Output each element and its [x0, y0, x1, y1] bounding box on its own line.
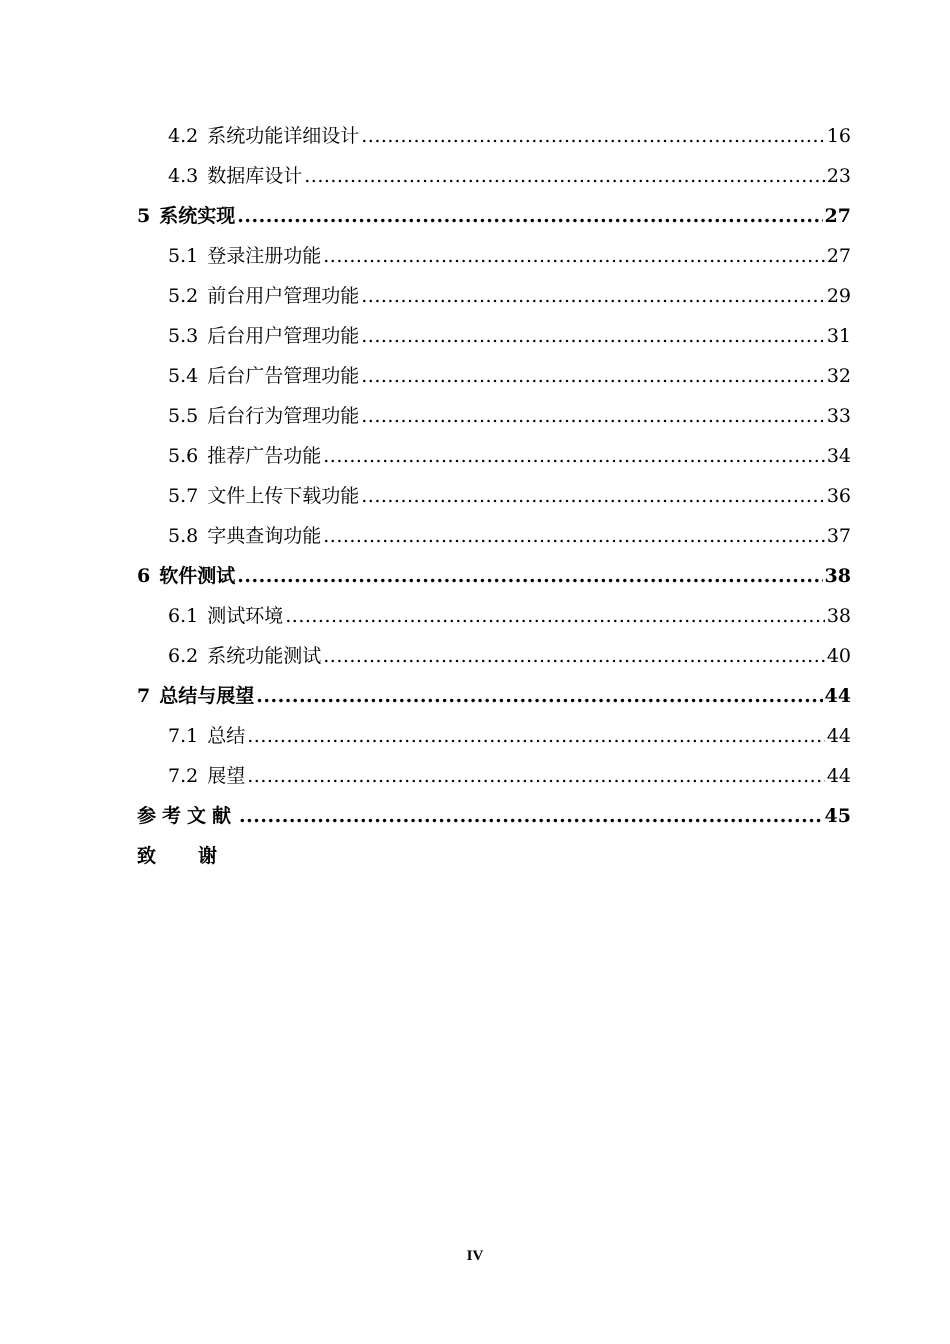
toc-entry-page: 31 — [826, 325, 851, 347]
toc-entry-number: 7.2 — [168, 765, 199, 787]
toc-entry[interactable] — [137, 596, 851, 636]
toc-entry[interactable] — [137, 516, 851, 556]
toc-entry-title: 数据库设计 — [207, 165, 303, 187]
toc-dot-leader — [247, 716, 825, 756]
toc-dot-leader — [323, 436, 825, 476]
toc-entry-page: 32 — [826, 365, 851, 387]
toc-dot-leader — [285, 596, 825, 636]
toc-entry-number: 5.2 — [168, 285, 199, 307]
toc-entry[interactable] — [137, 116, 851, 156]
toc-entry-title: 前台用户管理功能 — [207, 285, 360, 307]
toc-entry-number: 5.5 — [168, 405, 199, 427]
toc-chapter[interactable] — [137, 556, 851, 596]
toc-entry-page: 27 — [826, 245, 851, 267]
toc-entry-title: 推荐广告功能 — [207, 445, 322, 467]
toc-entry-number: 5 — [137, 205, 151, 227]
toc-chapter[interactable] — [137, 676, 851, 716]
toc-entry-number: 7 — [137, 685, 151, 707]
toc-entry-title: 登录注册功能 — [207, 245, 322, 267]
toc-entry[interactable] — [137, 636, 851, 676]
toc-dot-leader — [361, 116, 825, 156]
toc-entry[interactable] — [137, 436, 851, 476]
toc-references[interactable] — [137, 796, 851, 836]
toc-entry-number: 6.1 — [168, 605, 199, 627]
toc-entry-page: 40 — [826, 645, 851, 667]
toc-entry-number: 5.6 — [168, 445, 199, 467]
toc-entry-title: 展望 — [207, 765, 246, 787]
toc-chapter[interactable] — [137, 196, 851, 236]
toc-entry-number: 6 — [137, 565, 151, 587]
toc-acknowledgement[interactable] — [137, 836, 851, 876]
toc-dot-leader — [237, 556, 822, 596]
toc-entry-title: 系统功能测试 — [207, 645, 322, 667]
toc-entry-page: 38 — [826, 605, 851, 627]
toc-dot-leader — [323, 636, 825, 676]
toc-entry-page: 44 — [826, 765, 851, 787]
toc-entry-page: 27 — [824, 205, 851, 227]
toc-dot-leader — [304, 156, 825, 196]
toc-entry-title: 系统功能详细设计 — [207, 125, 360, 147]
toc-entry-page: 45 — [824, 805, 851, 827]
toc-entry-title: 参考文献 — [137, 805, 238, 827]
toc-entry-title: 测试环境 — [207, 605, 284, 627]
toc-entry-page: 37 — [826, 525, 851, 547]
toc-entry[interactable] — [137, 316, 851, 356]
toc-entry-page: 34 — [826, 445, 851, 467]
toc-entry[interactable] — [137, 156, 851, 196]
toc-entry-page: 38 — [824, 565, 851, 587]
toc-dot-leader — [361, 276, 825, 316]
toc-entry[interactable] — [137, 356, 851, 396]
toc-entry[interactable] — [137, 756, 851, 796]
toc-entry-page: 23 — [826, 165, 851, 187]
toc-dot-leader — [247, 756, 825, 796]
toc-entry-page: 36 — [826, 485, 851, 507]
toc-entry[interactable] — [137, 396, 851, 436]
toc-entry-page: 16 — [826, 125, 851, 147]
toc-dot-leader — [237, 196, 822, 236]
toc-entry-number: 5.3 — [168, 325, 199, 347]
toc-entry-number: 4.2 — [168, 125, 199, 147]
toc-entry-title: 软件测试 — [159, 565, 236, 587]
toc-dot-leader — [361, 476, 825, 516]
toc-entry-title: 系统实现 — [159, 205, 236, 227]
toc-entry-number: 5.7 — [168, 485, 199, 507]
toc-entry[interactable] — [137, 716, 851, 756]
toc-entry[interactable] — [137, 276, 851, 316]
toc-entry-title: 后台行为管理功能 — [207, 405, 360, 427]
toc-entry-number: 7.1 — [168, 725, 199, 747]
toc-entry-page: 33 — [826, 405, 851, 427]
toc-dot-leader — [256, 676, 822, 716]
toc-entry-page: 29 — [826, 285, 851, 307]
toc-dot-leader — [323, 236, 825, 276]
toc-dot-leader — [361, 396, 825, 436]
toc-entry-title: 文件上传下载功能 — [207, 485, 360, 507]
toc-entry-page: 44 — [826, 725, 851, 747]
toc-entry-number: 5.8 — [168, 525, 199, 547]
toc-entry-title: 后台广告管理功能 — [207, 365, 360, 387]
page-number: IV — [466, 1248, 484, 1264]
toc-entry-number: 6.2 — [168, 645, 199, 667]
toc-dot-leader — [361, 316, 825, 356]
toc-dot-leader — [323, 516, 825, 556]
toc-entry-title: 字典查询功能 — [207, 525, 322, 547]
toc-entry[interactable] — [137, 236, 851, 276]
toc-entry-number: 4.3 — [168, 165, 199, 187]
toc-entry-title: 致谢 — [137, 845, 260, 867]
toc-entry-number: 5.1 — [168, 245, 199, 267]
table-of-contents — [137, 116, 851, 876]
toc-dot-leader — [361, 356, 825, 396]
toc-entry[interactable] — [137, 476, 851, 516]
toc-entry-title: 后台用户管理功能 — [207, 325, 360, 347]
toc-entry-page: 44 — [824, 685, 851, 707]
toc-entry-title: 总结与展望 — [159, 685, 255, 707]
toc-dot-leader — [239, 796, 823, 836]
toc-entry-number: 5.4 — [168, 365, 199, 387]
toc-entry-title: 总结 — [207, 725, 246, 747]
